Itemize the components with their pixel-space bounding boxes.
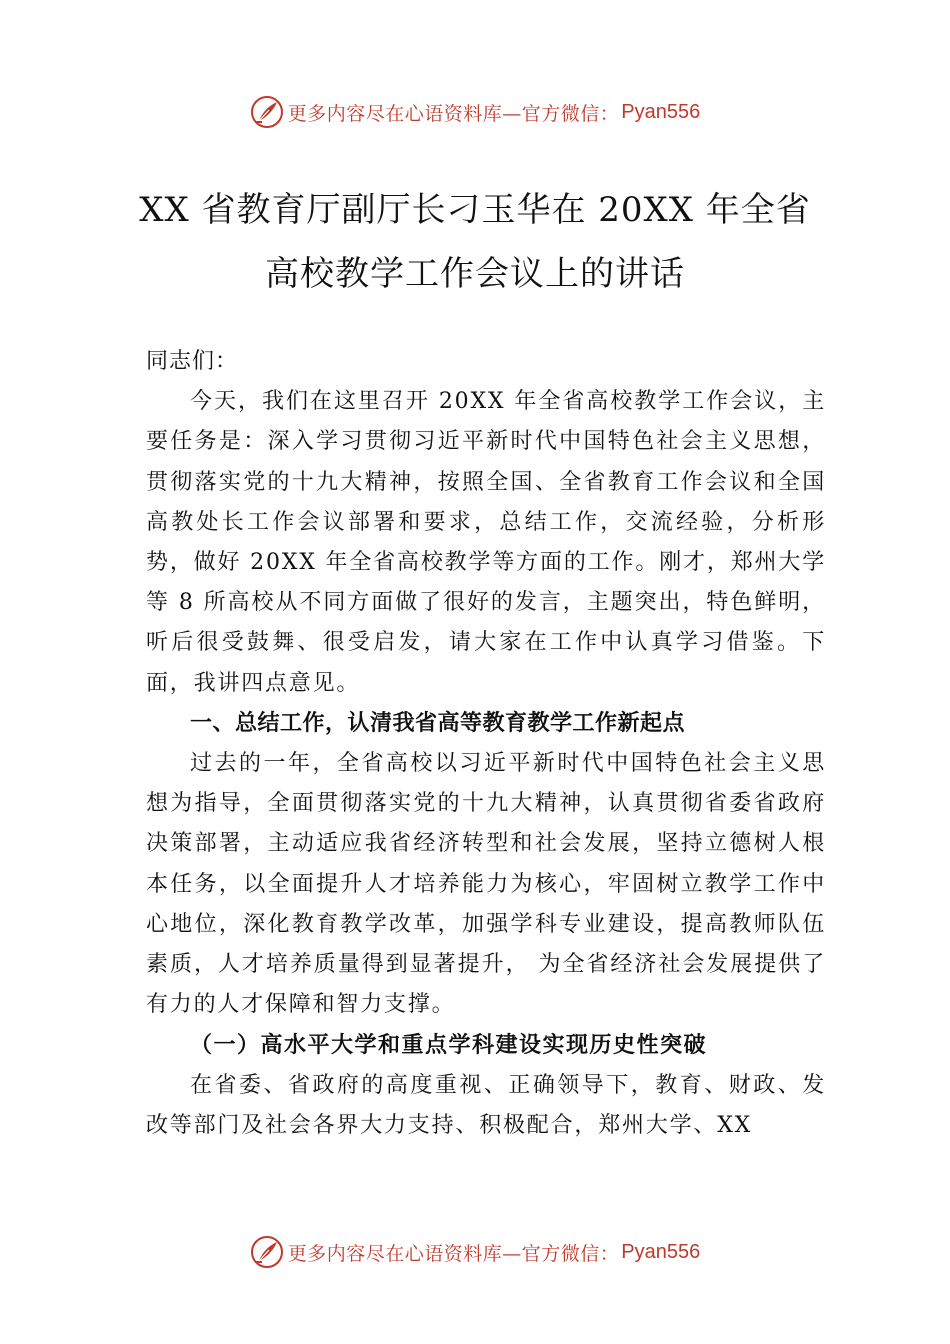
subsection-1-paragraph: 在省委、省政府的高度重视、正确领导下，教育、财政、发改等部门及社会各界大力支持、积极配合，郑州大学、XX [146, 1072, 826, 1138]
watermark-text: 更多内容尽在心语资料库—官方微信： [287, 1242, 620, 1265]
section-1-paragraph: 过去的一年，全省高校以习近平新时代中国特色社会主义思想为指导，全面贯彻落实党的十九大精神，认真贯彻省委省政府决策部署，主动适应我省经济转型和社会发展，坚持立德树人根本任务，以全面提升人才培养能力为核心，牢固树立教学工作中心地位，深化教育教学改革，加强学科专业建设，提高教师队伍素质，人才培养质量得到显著提升， 为全省经济社会发展提供了有力的人才保障和智力支撑。 [146, 751, 826, 1018]
title-line-2: 高校教学工作会议上的讲话 [265, 254, 685, 294]
watermark-wechat-id: Pyan556 [621, 1240, 701, 1263]
subsection-heading-1: （一）高水平大学和重点学科建设实现历史性突破 [190, 1032, 708, 1059]
section-heading-1: 一、总结工作，认清我省高等教育教学工作新起点 [190, 710, 686, 736]
document-body [146, 342, 826, 1146]
watermark-text: 更多内容尽在心语资料库—官方微信： [287, 102, 620, 125]
feather-pen-logo-icon [250, 95, 284, 129]
salutation: 同志们： [146, 349, 239, 374]
watermark-header [0, 92, 950, 132]
watermark-footer [0, 1232, 950, 1272]
document-title [0, 178, 950, 306]
watermark-wechat-id: Pyan556 [621, 100, 701, 123]
intro-paragraph: 今天，我们在这里召开 20XX 年全省高校教学工作会议，主要任务是：深入学习贯彻习近平新时代中国特色社会主义思想，贯彻落实党的十九大精神，按照全国、全省教育工作会议和全国高教处长工作会议部署和要求，总结工作，交流经验，分析形势，做好 20XX 年全省高校教学等方面的工作。刚才，郑州大学等 8 所高校从不同方面做了很好的发言，主题突出，特色鲜明，听后很受鼓舞、很受启发，请大家在工作中认真学习借鉴。下面，我讲四点意见。 [146, 389, 826, 696]
title-line-1: XX 省教育厅副厅长刁玉华在 20XX 年全省 [139, 190, 811, 230]
feather-pen-logo-icon [250, 1235, 284, 1269]
